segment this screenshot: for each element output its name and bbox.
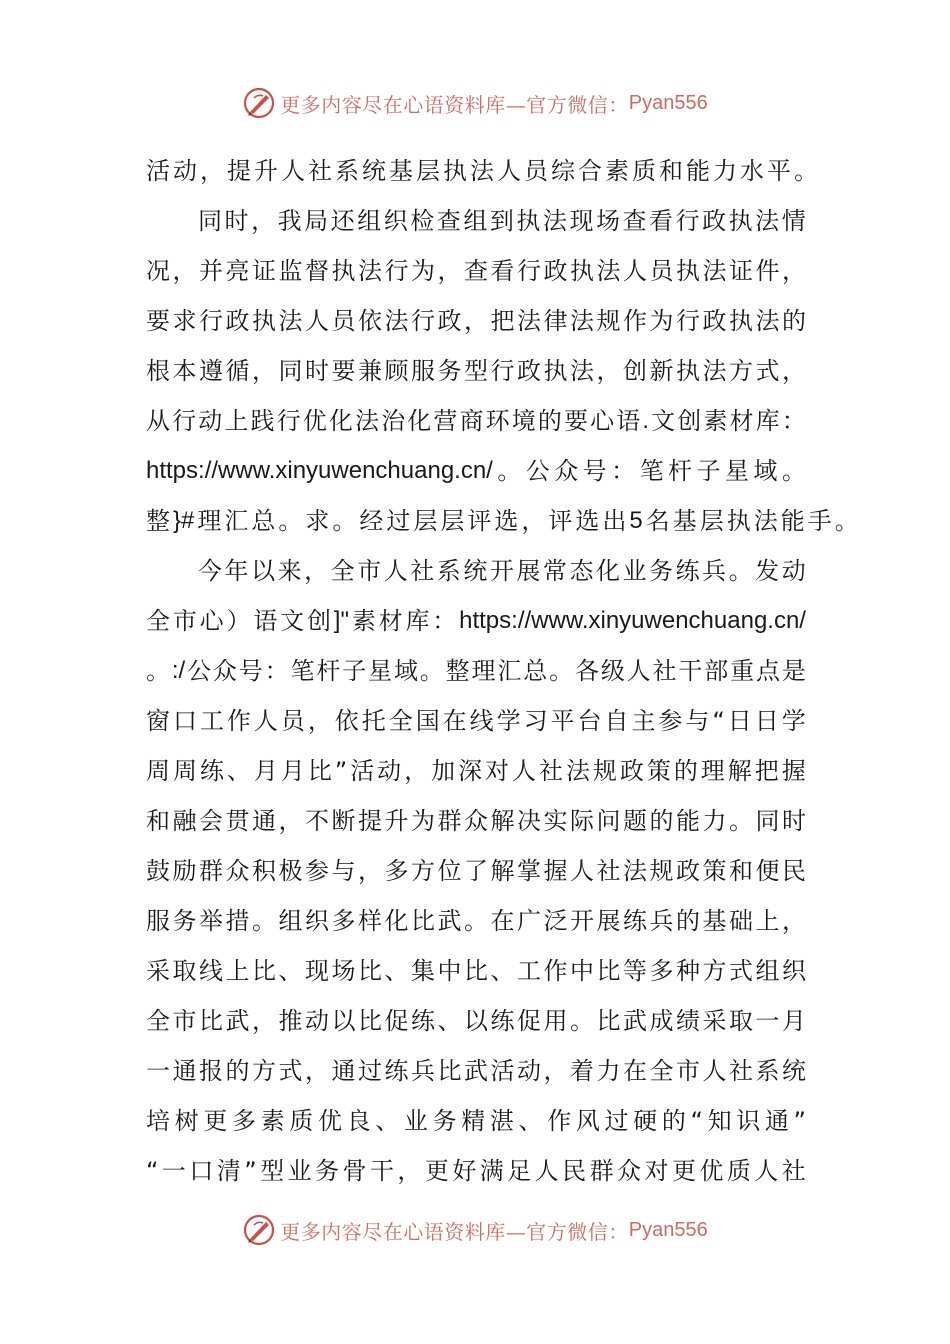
- footer-banner: [0, 1205, 950, 1255]
- paragraph-line: 全 市 心 ） 语 文 创 ]" 素 材 库 ： https://www.xinyuwenchuang.cn/: [146, 607, 806, 635]
- pen-logo-icon: [242, 1213, 276, 1247]
- banner-wechat-id: Pyan556: [628, 1218, 708, 1241]
- paragraph-line: 培 树 更 多 素 质 优 良 、 业 务 精 湛 、 作 风 过 硬 的 “ 知 识 通 ”: [146, 1107, 806, 1135]
- paragraph-line: 况 ， 并 亮 证 监 督 执 法 行 为 ， 查 看 行 政 执 法 人 员 执 法 证 件 ，: [146, 257, 806, 285]
- banner-text: 更多内容尽在心语资料库—官方微信：: [280, 92, 629, 117]
- banner-text: 更多内容尽在心语资料库—官方微信：: [280, 1219, 629, 1244]
- paragraph-line: 周 周 练 、 月 月 比 ” 活 动 ， 加 深 对 人 社 法 规 政 策 的 理 解 把 握: [146, 757, 806, 785]
- paragraph-line: 服 务 举 措 。 组 织 多 样 化 比 武 。 在 广 泛 开 展 练 兵 的 基 础 上 ，: [146, 907, 806, 935]
- paragraph-line: 从 行 动 上 践 行 优 化 法 治 化 营 商 环 境 的 要 心 语 . 文 创 素 材 库 ：: [146, 407, 806, 435]
- paragraph-line: 活 动 ， 提 升 人 社 系 统 基 层 执 法 人 员 综 合 素 质 和 能 力 水 平 。: [146, 157, 818, 185]
- banner-wechat-id: Pyan556: [628, 91, 708, 114]
- paragraph-line: 要 求 行 政 执 法 人 员 依 法 行 政 ， 把 法 律 法 规 作 为 行 政 执 法 的: [146, 307, 806, 335]
- paragraph-line: 采 取 线 上 比 、 现 场 比 、 集 中 比 、 工 作 中 比 等 多 种 方 式 组 织: [146, 957, 806, 985]
- paragraph-line: 一 通 报 的 方 式 ， 通 过 练 兵 比 武 活 动 ， 着 力 在 全 市 人 社 系 统: [146, 1057, 806, 1085]
- paragraph-line: 根 本 遵 循 ， 同 时 要 兼 顾 服 务 型 行 政 执 法 ， 创 新 执 法 方 式 ，: [146, 357, 806, 385]
- paragraph-line: 整 }# 理 汇 总 。 求 。 经 过 层 层 评 选 ， 评 选 出 5 名 基 层 执 法 能 手 。: [146, 507, 859, 535]
- paragraph-line: 和 融 会 贯 通 ， 不 断 提 升 为 群 众 解 决 实 际 问 题 的 能 力 。 同 时: [146, 807, 806, 835]
- document-body: [146, 146, 859, 1196]
- paragraph-line: 。 :/ 公 众 号 ： 笔 杆 子 星 域 。 整 理 汇 总 。 各 级 人 社 干 部 重 点 是: [146, 657, 806, 685]
- header-banner: [0, 78, 950, 128]
- paragraph-line: https://www.xinyuwenchuang.cn/ 。 公 众 号 ： 笔 杆 子 星 域 。: [146, 457, 806, 485]
- paragraph-line: 窗 口 工 作 人 员 ， 依 托 全 国 在 线 学 习 平 台 自 主 参 与 “ 日 日 学: [146, 707, 806, 735]
- paragraph-line: 鼓 励 群 众 积 极 参 与 ， 多 方 位 了 解 掌 握 人 社 法 规 政 策 和 便 民: [146, 857, 806, 885]
- paragraph-line: 今 年 以 来 ， 全 市 人 社 系 统 开 展 常 态 化 业 务 练 兵 。 发 动: [198, 557, 806, 585]
- pen-logo-icon: [242, 86, 276, 120]
- paragraph-line: 同 时 ， 我 局 还 组 织 检 查 组 到 执 法 现 场 查 看 行 政 执 法 情: [198, 207, 806, 235]
- paragraph-line: “ 一 口 清 ” 型 业 务 骨 干 ， 更 好 满 足 人 民 群 众 对 更 优 质 人 社: [146, 1157, 806, 1185]
- paragraph-line: 全 市 比 武 ， 推 动 以 比 促 练 、 以 练 促 用 。 比 武 成 绩 采 取 一 月: [146, 1007, 806, 1035]
